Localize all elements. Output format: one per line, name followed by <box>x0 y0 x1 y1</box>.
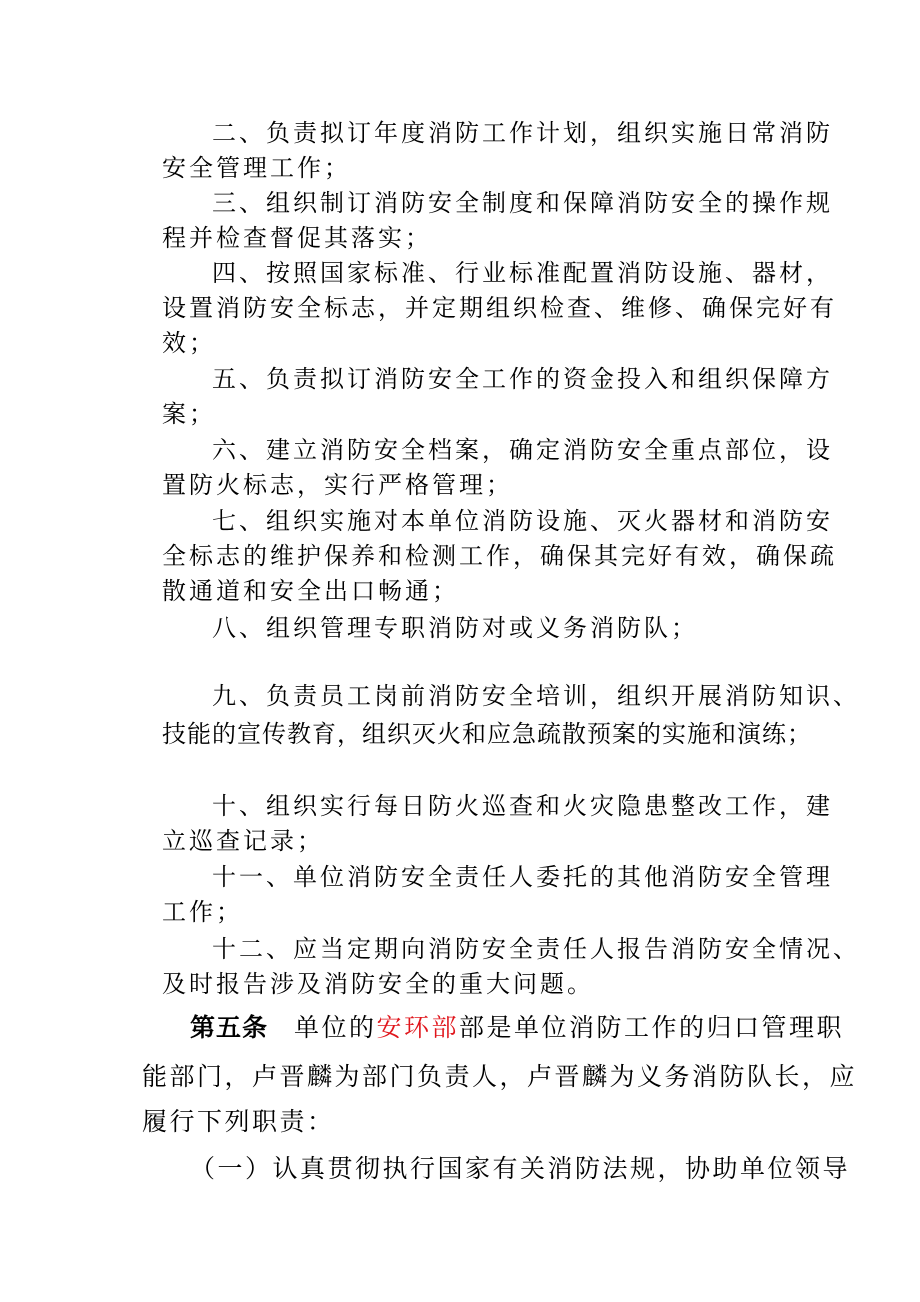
item-12-line-1: 十二、应当定期向消防安全责任人报告消防安全情况、 <box>212 935 860 963</box>
article-5-line-2: 能部门，卢晋麟为部门负责人，卢晋麟为义务消防队长，应 <box>142 1062 858 1091</box>
item-5-line-2: 案； <box>162 400 216 428</box>
item-7-line-3: 散通道和安全出口畅通； <box>162 577 459 605</box>
item-5-line-1: 五、负责拟订消防安全工作的资金投入和组织保障方 <box>212 365 833 393</box>
item-9-line-2: 技能的宣传教育，组织灭火和应急疏散预案的实施和演练； <box>162 720 812 748</box>
article-5-rest: 部是单位消防工作的归口管理职 <box>459 1013 845 1042</box>
article-5-line-3: 履行下列职责： <box>142 1107 335 1136</box>
item-6-line-2: 置防火标志，实行严格管理； <box>162 471 513 499</box>
article-5-line-1 <box>190 1013 844 1043</box>
item-3-line-2: 程并检查督促其落实； <box>162 224 432 252</box>
item-4-line-1: 四、按照国家标准、行业标准配置消防设施、器材， <box>212 259 833 287</box>
item-11-line-2: 工作； <box>162 898 243 926</box>
item-4-line-3: 效； <box>162 329 216 357</box>
article-5-sub-1: （一）认真贯彻执行国家有关消防法规，协助单位领导 <box>190 1154 851 1183</box>
item-12-line-2: 及时报告涉及消防安全的重大问题。 <box>162 970 594 998</box>
department-highlight: 安环部 <box>376 1013 460 1042</box>
item-11-line-1: 十一、单位消防安全责任人委托的其他消防安全管理 <box>212 863 833 891</box>
item-4-line-2: 设置消防安全标志，并定期组织检查、维修、确保完好有 <box>162 294 837 322</box>
item-6-line-1: 六、建立消防安全档案，确定消防安全重点部位，设 <box>212 436 833 464</box>
article-5-intro: 单位的 <box>294 1013 377 1042</box>
item-2-line-1: 二、负责拟订年度消防工作计划，组织实施日常消防 <box>212 119 833 147</box>
item-2-line-2: 安全管理工作； <box>162 154 351 182</box>
item-10-line-1: 十、组织实行每日防火巡查和火灾隐患整改工作，建 <box>212 792 833 820</box>
item-7-line-1: 七、组织实施对本单位消防设施、灭火器材和消防安 <box>212 507 833 535</box>
item-10-line-2: 立巡查记录； <box>162 827 324 855</box>
item-8-line-1: 八、组织管理专职消防对或义务消防队； <box>212 614 698 642</box>
article-5-heading: 第五条 <box>190 1013 269 1042</box>
item-7-line-2: 全标志的维护保养和检测工作，确保其完好有效，确保疏 <box>162 542 837 570</box>
item-3-line-1: 三、组织制订消防安全制度和保障消防安全的操作规 <box>212 189 833 217</box>
item-9-line-1: 九、负责员工岗前消防安全培训，组织开展消防知识、 <box>212 682 860 710</box>
